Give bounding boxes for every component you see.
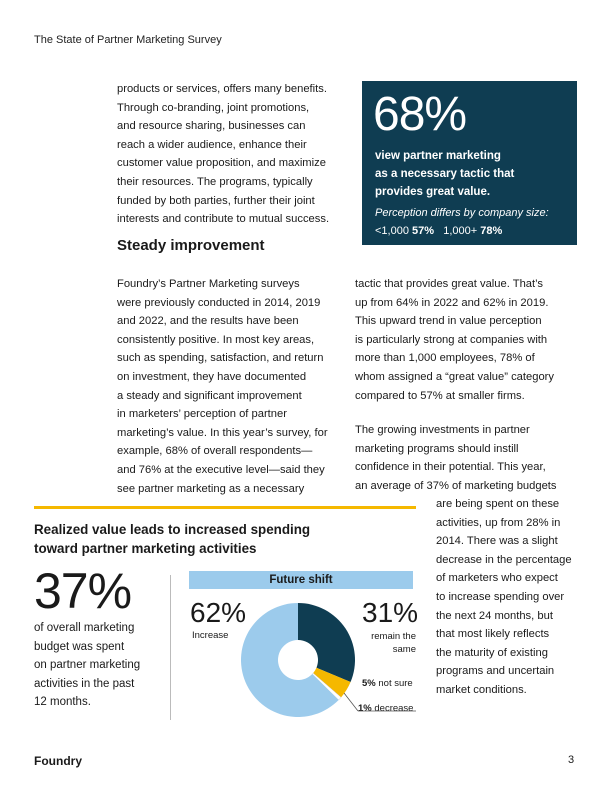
body-column-2-top <box>355 275 595 405</box>
text-line: 2014. There was a slight <box>436 535 558 548</box>
vertical-divider <box>170 575 171 720</box>
text-line: and resource sharing, businesses can <box>117 120 306 133</box>
text-line: example, 68% of overall respondents— <box>117 445 313 458</box>
future-shift-donut-chart <box>235 597 361 723</box>
increase-percent: 62% <box>190 597 247 628</box>
text-line: and 76% at the executive level—said they <box>117 463 325 476</box>
text-line: customer value proposition, and maximize <box>117 157 326 170</box>
callout-description: view partner marketing as a necessary tactic that provides great value. <box>375 150 515 198</box>
text-line: the next 24 months, but <box>436 609 553 622</box>
text-line: whom assigned a “great value” category <box>355 370 554 383</box>
infographic-title: Realized value leads to increased spending toward partner marketing activities <box>34 522 311 556</box>
text-line: decrease in the percentage <box>436 553 572 566</box>
page-number: 3 <box>568 754 575 766</box>
text-line: funded by both parties, further their joint <box>117 194 315 207</box>
text-line: that most likely reflects <box>436 628 550 641</box>
section-heading: Steady improvement <box>117 237 265 254</box>
text-line: to increase spending over <box>436 590 565 603</box>
text-line: The growing investments in partner <box>355 424 530 436</box>
text-line: in marketers’ perception of partner <box>117 408 287 421</box>
increase-label: Increase <box>192 630 229 641</box>
body-column-2-mid <box>355 421 595 495</box>
text-line: compared to 57% at smaller firms. <box>355 389 525 402</box>
body-column-1 <box>117 275 352 498</box>
not-sure-label: 5% not sure <box>362 678 413 689</box>
text-line: consistently positive. In most key areas, <box>117 333 315 346</box>
text-line: were previously conducted in 2014, 2019 <box>117 296 321 309</box>
text-line: programs and uncertain <box>436 665 555 678</box>
callout-note: Perception differs by company size: <box>375 207 549 219</box>
section-divider <box>34 506 416 509</box>
intro-paragraph <box>117 80 352 229</box>
budget-stat: 37% <box>34 563 132 619</box>
callout-breakdown: <1,000 57% 1,000+ 78% <box>375 225 503 237</box>
callout-percent: 68% <box>373 88 467 141</box>
text-line: marketing’s value. In this year’s survey, for <box>117 426 328 439</box>
text-line: tactic that provides great value. That’s <box>355 278 544 290</box>
text-line: Through co-branding, joint promotions, <box>117 101 310 114</box>
text-line: up from 64% in 2022 and 62% in 2019. <box>355 296 549 309</box>
text-line: reach a wider audience, enhance their <box>117 138 307 151</box>
budget-stat-description <box>34 619 140 712</box>
text-line: Foundry’s Partner Marketing surveys <box>117 278 300 290</box>
text-line: marketing programs should instill <box>355 442 519 455</box>
text-line: This upward trend in value perception <box>355 315 542 328</box>
text-line: and 2022, and the results have been <box>117 315 299 328</box>
text-line: on partner marketing <box>34 659 141 672</box>
text-line: activities, up from 28% in <box>436 516 561 529</box>
text-line: see partner marketing as a necessary <box>117 482 305 495</box>
stat-callout-box <box>362 81 577 245</box>
text-line: the maturity of existing <box>436 646 548 659</box>
text-line: confidence in their potential. This year, <box>355 461 546 474</box>
running-header: The State of Partner Marketing Survey <box>34 34 222 46</box>
text-line: 12 months. <box>34 696 91 709</box>
future-shift-banner: Future shift <box>189 571 413 589</box>
text-line: budget was spent <box>34 640 125 653</box>
text-line: are being spent on these <box>436 498 560 510</box>
foundry-logo: Foundry <box>34 754 82 768</box>
text-line: a steady and significant improvement <box>117 389 302 402</box>
text-line: such as spending, satisfaction, and return <box>117 352 324 365</box>
text-line: on investment, they have documented <box>117 370 307 383</box>
decrease-label: 1% decrease <box>358 703 414 714</box>
text-line: is particularly strong at companies with <box>355 333 548 346</box>
text-line: interests and contribute to mutual success. <box>117 213 330 226</box>
same-label: remain the same <box>371 631 416 655</box>
text-line: their resources. The programs, typically <box>117 175 313 188</box>
text-line: an average of 37% of marketing budgets <box>355 479 557 492</box>
text-line: of marketers who expect <box>436 572 558 585</box>
text-line: activities in the past <box>34 677 135 690</box>
text-line: more than 1,000 employees, 78% of <box>355 352 535 365</box>
donut-slice-remain-the-same <box>298 603 355 682</box>
same-percent: 31% <box>362 597 419 628</box>
leader-lines <box>344 693 416 713</box>
body-column-2-bottom <box>436 495 596 700</box>
text-line: market conditions. <box>436 683 527 696</box>
text-line: products or services, offers many benefits. <box>117 83 327 95</box>
text-line: of overall marketing <box>34 622 135 634</box>
